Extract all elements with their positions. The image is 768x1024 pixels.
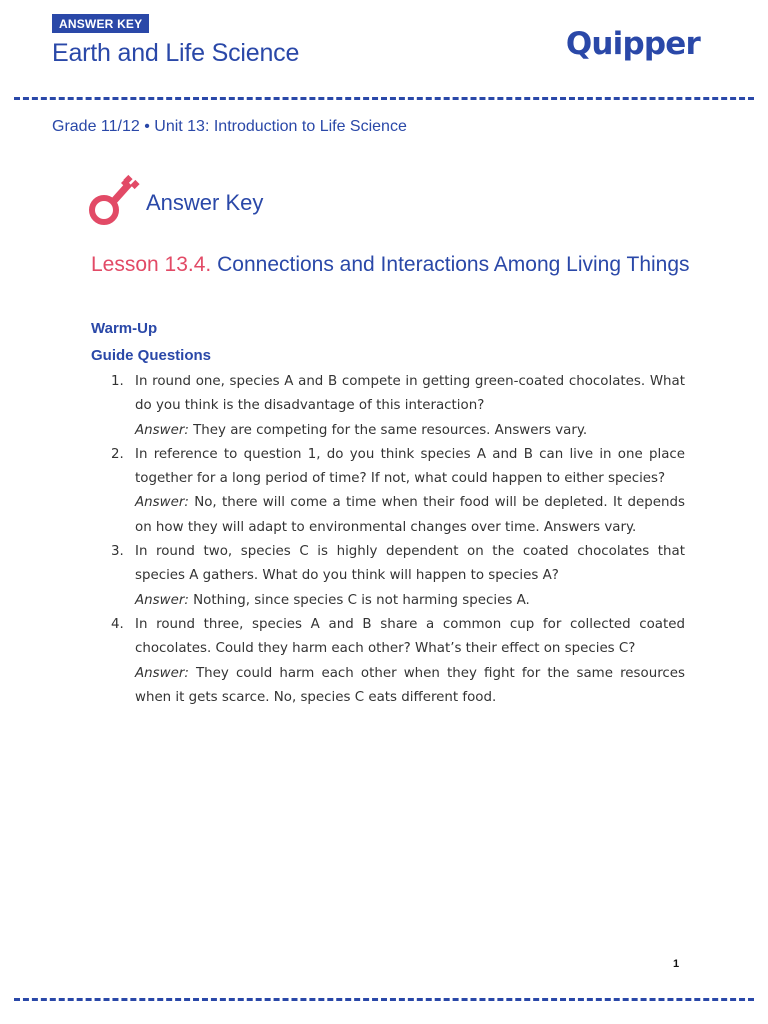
unit-subtitle: Grade 11/12 • Unit 13: Introduction to Life Science [52, 118, 407, 135]
answer-text [135, 662, 685, 711]
answer-body: No, there will come a time when their food will be depleted. It depends on how they will adapt to environmental changes over time. Answers vary. [135, 495, 685, 535]
answer-key-title: Answer Key [146, 190, 264, 215]
question-number: 4. [111, 616, 124, 632]
answer-label: Answer: [135, 592, 189, 608]
course-title: Earth and Life Science [52, 39, 300, 67]
warmup-heading: Warm-Up [91, 320, 158, 337]
lesson-heading [91, 249, 691, 281]
question-item [91, 370, 685, 443]
page-number: 1 [673, 958, 680, 970]
bottom-dashed-divider [14, 998, 754, 1001]
question-text: In round two, species C is highly dependent on the coated chocolates that species A gathers. What do you think will happen to species A? [135, 544, 685, 584]
guide-questions-heading: Guide Questions [91, 347, 212, 364]
question-item [91, 540, 685, 613]
answer-label: Answer: [135, 665, 189, 681]
key-icon [88, 173, 140, 229]
answer-key-heading [88, 173, 388, 229]
question-text: In round one, species A and B compete in getting green-coated chocolates. What do you think is the disadvantage of this interaction? [135, 374, 685, 414]
answer-body: Nothing, since species C is not harming species A. [193, 592, 530, 608]
answer-text [135, 491, 685, 540]
quipper-logo: Quipper [565, 26, 700, 62]
question-text: In reference to question 1, do you think species A and B can live in one place together for a long period of time? If not, what could happen to either species? [135, 446, 685, 487]
answer-text [135, 589, 685, 613]
answer-label: Answer: [135, 495, 189, 511]
lesson-title: Connections and Interactions Among Living Things [217, 253, 690, 276]
answer-body: They could harm each other when they fight for the same resources when it gets scarce. No, species C eats different food. [135, 665, 685, 705]
question-text: In round three, species A and B share a common cup for collected coated chocolates. Could they harm each other? What’s their effect on species C? [135, 616, 685, 657]
answer-key-badge: ANSWER KEY [52, 14, 149, 33]
lesson-number: Lesson 13.4. [91, 253, 212, 276]
question-item [91, 613, 685, 710]
question-number: 3. [111, 544, 124, 560]
question-number: 1. [111, 374, 124, 389]
top-dashed-divider [14, 97, 754, 100]
question-item [91, 443, 685, 540]
document-header [52, 14, 299, 68]
question-list [91, 370, 685, 710]
question-number: 2. [111, 446, 124, 462]
answer-body: They are competing for the same resources. Answers vary. [193, 422, 588, 438]
answer-text [135, 419, 685, 443]
answer-label: Answer: [135, 422, 189, 438]
